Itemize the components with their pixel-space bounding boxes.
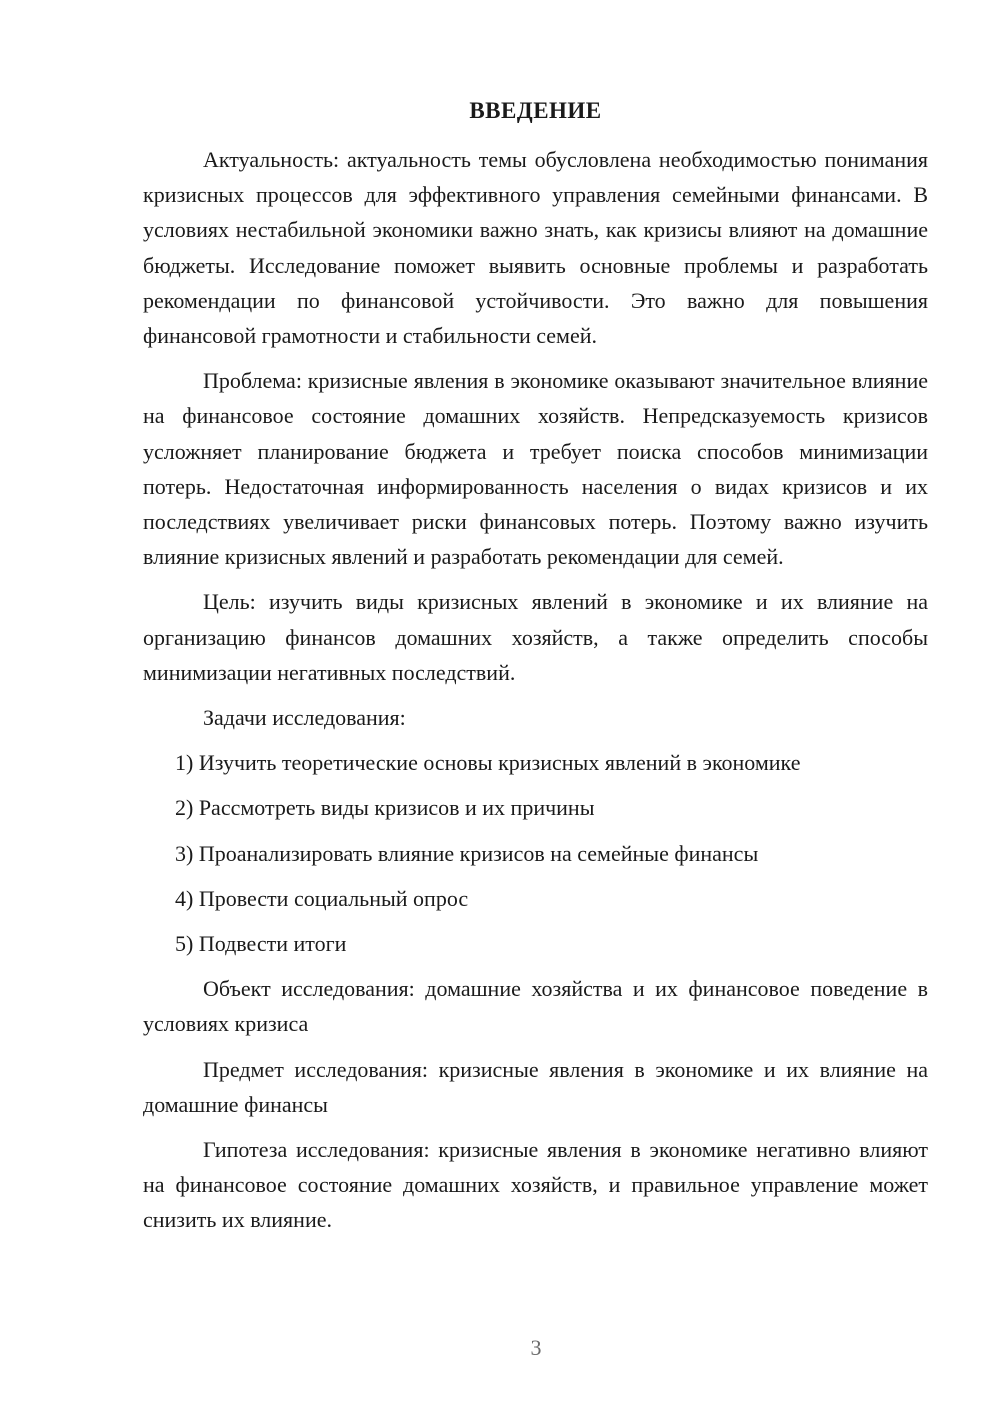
task-item: 3) Проанализировать влияние кризисов на семейные финансы (175, 840, 759, 866)
task-item: 2) Рассмотреть виды кризисов и их причины (175, 795, 595, 821)
hypothesis-paragraph: Гипотеза исследования: кризисные явления в экономике негативно влияют на финансовое состояние домашних хозяйств, и правильное управление может снизить их влияние. (143, 1137, 928, 1233)
page-number: 3 (530, 1335, 542, 1360)
task-item: 4) Провести социальный опрос (175, 885, 469, 911)
problem-paragraph: Проблема: кризисные явления в экономике оказывают значительное влияние на финансовое состояние домашних хозяйств. Непредсказуемость кризисов усложняет планирование бюджета и требует поиска способов минимизации потерь. Недостаточная информированность населения о видах кризисов и их последствиях увеличивает риски финансовых потерь. Поэтому важно изучить влияние кризисных явлений и разработать рекомендации для семей. (143, 368, 928, 570)
tasks-heading: Задачи исследования: (203, 705, 406, 731)
tasks-list (143, 745, 928, 961)
document-body (143, 142, 928, 1248)
task-item: 1) Изучить теоретические основы кризисных явлений в экономике (175, 750, 801, 776)
relevance-paragraph: Актуальность: актуальность темы обусловлена необходимостью понимания кризисных процессов для эффективного управления семейными финансами. В условиях нестабильной экономики важно знать, как кризисы влияют на домашние бюджеты. Исследование поможет выявить основные проблемы и разработать рекомендации по финансовой устойчивости. Это важно для повышения финансовой грамотности и стабильности семей. (143, 147, 928, 349)
goal-paragraph: Цель: изучить виды кризисных явлений в экономике и их влияние на организацию финансов домашних хозяйств, а также определить способы минимизации негативных последствий. (143, 589, 928, 685)
task-item: 5) Подвести итоги (175, 931, 347, 957)
page-title: ВВЕДЕНИЕ (469, 98, 602, 123)
subject-paragraph: Предмет исследования: кризисные явления в экономике и их влияние на домашние финансы (143, 1056, 928, 1117)
object-paragraph: Объект исследования: домашние хозяйства и их финансовое поведение в условиях кризиса (143, 976, 928, 1037)
